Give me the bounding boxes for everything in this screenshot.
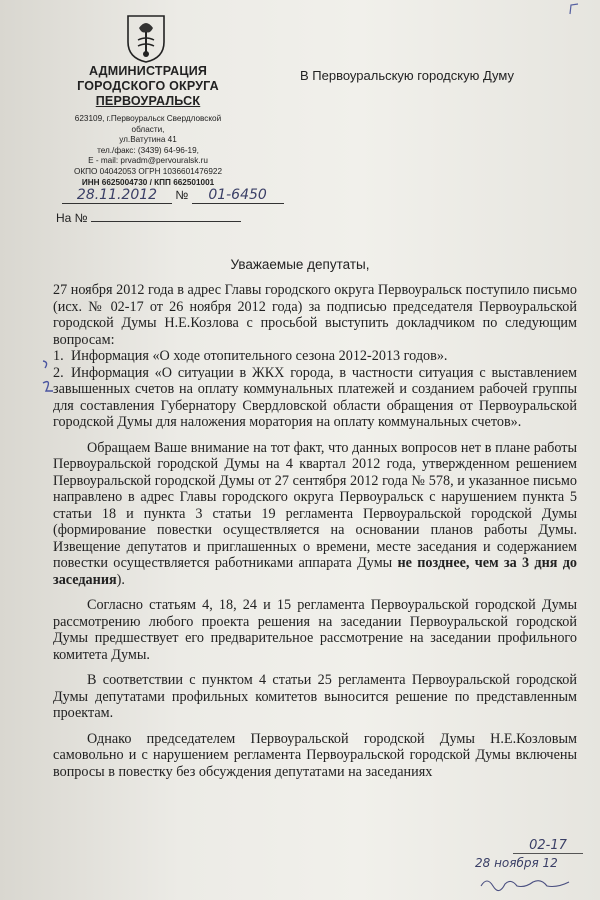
registration-line [62,187,284,204]
title-line-2: ГОРОДСКОГО ОКРУГА [77,79,219,93]
coat-of-arms-icon [124,12,168,64]
paragraph-intro: 27 ноября 2012 года в адрес Главы городского округа Первоуральск поступило письмо (исх. № 02-17 от 26 ноября 2012 года) за подписью председателя Первоуральской городской Думы Н.Е.Козлова с просьбой выступить докладчиком по следующим вопросам: [53,282,577,348]
handwritten-date: 28.11.2012 [62,187,172,204]
administration-address [58,114,238,188]
address-line-1: 623109, г.Первоуральск Свердловской области, [74,114,222,134]
address-line-6: ИНН 6625004730 / КПП 662501001 [81,177,215,187]
paragraph-article-25: В соответствии с пунктом 4 статьи 25 регламента Первоуральской городской Думы депутатами профильных комитетов выносится решение по представленным проектам. [53,672,577,721]
recipient: В Первоуральскую городскую Думу [300,68,514,83]
paragraph-attention-end: ). [116,571,125,588]
paragraph-however: Однако председателем Первоуральской городской Думы Н.Е.Козловым самовольно и с нарушением регламента Первоуральской городской Думы включены вопросы в повестку без обсуждения депутатами на заседаниях [53,730,577,780]
list-item-1-text: Информация «О ходе отопительного сезона 2012-2013 годов». [71,348,448,364]
stamp-signature-icon [477,874,577,892]
list-item-2-text: Информация «О ситуации в ЖКХ города, в частности ситуация с выставлением завышенных счетов на оплату коммунальных платежей и созданием рабочей группы для составления Губернатору Свердловской области обращения от Первоуральской городской Думы для наложения моратория на оплату коммунальных счетов». [53,364,577,430]
stamp-number: 02-17 [513,838,583,854]
reply-label: На № [56,211,88,225]
list-item-2 [53,365,577,431]
paragraph-articles: Согласно статьям 4, 18, 24 и 15 регламента Первоуральской городской Думы рассмотрению любого проекта решения на заседании Первоуральской городской Думы предшествует его предварительное рассмотрение на заседании профильного комитета Думы. [53,597,577,663]
salutation: Уважаемые депутаты, [230,257,370,272]
reply-number-blank [91,209,241,222]
paragraph-attention [53,440,577,589]
corner-pen-mark [568,2,580,16]
list-item-2-number: 2. [53,364,64,381]
list-item-1-number: 1. [53,348,64,364]
title-line-1: АДМИНИСТРАЦИЯ [88,64,208,78]
reply-reference-line [56,209,241,225]
list-item-1 [53,348,577,365]
number-label: № [175,188,189,202]
title-line-3: ПЕРВОУРАЛЬСК [95,94,201,108]
address-line-2: ул.Ватутина 41 [119,135,177,145]
stamp-date: 28 ноября 12 [475,856,558,870]
letter-body [53,282,577,780]
incoming-registration-stamp [455,826,595,896]
paragraph-attention-bold: не позднее, чем за 3 дня до заседания [53,555,577,588]
handwritten-number: 01-6450 [192,187,284,204]
administration-title [58,64,238,109]
paragraph-attention-text: Обращаем Ваше внимание на тот факт, что данных вопросов нет в плане работы Первоуральской городской Думы на 4 квартал 2012 года, утвержденном решением Первоуральской городской Думы от 27 сентября 2012 года № 578, и указанное письмо направлено в адрес Главы городского округа Первоуральск с нарушением пункта 5 статьи 18 и пункта 3 статьи 19 регламента Первоуральской городской Думы (формирование повестки осуществляется на основании планов работы Думы. Извещение депутатов и приглашенных о времени, месте заседания и содержанием повестки осуществляется работниками аппарата Думы [53,439,577,571]
address-line-5: ОКПО 04042053 ОГРН 1036601476922 [73,166,222,176]
address-line-3: тел./факс: (3439) 64-96-19, [97,145,199,155]
address-line-4: E - mail: prvadm@pervouralsk.ru [88,156,208,166]
